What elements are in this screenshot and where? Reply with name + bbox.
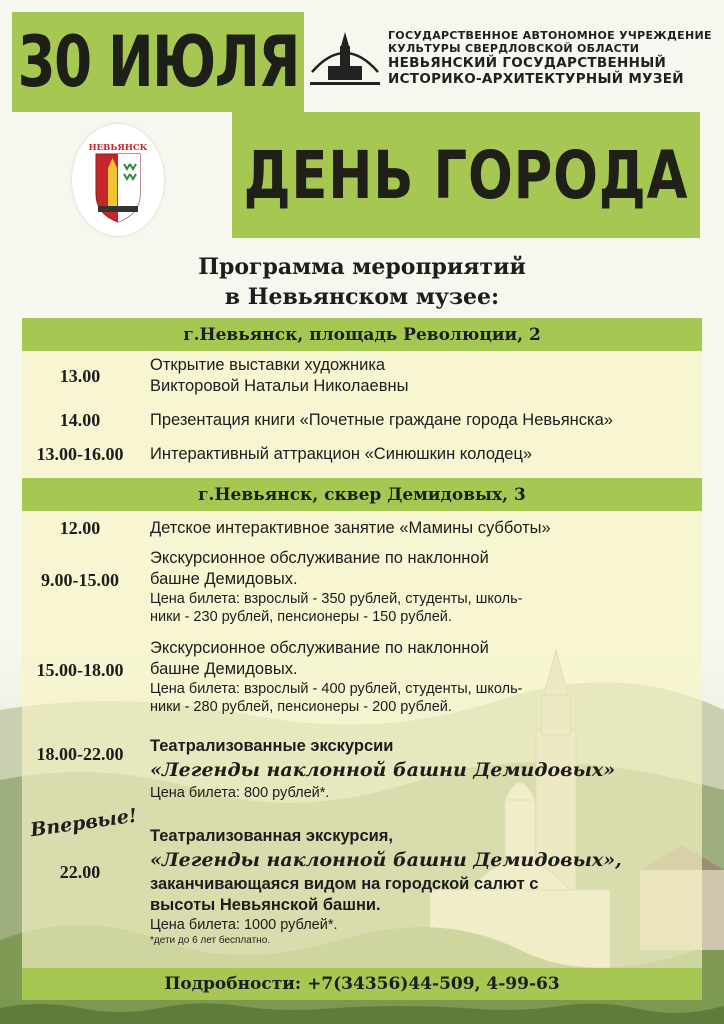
event-description <box>150 638 710 716</box>
event-time: 14.00 <box>59 410 101 430</box>
event-time: 12.00 <box>59 518 101 538</box>
title-banner <box>232 112 700 238</box>
event-description <box>150 444 710 465</box>
museum-line-3: НЕВЬЯНСКИЙ ГОСУДАРСТВЕННЫЙ <box>388 55 667 71</box>
event-heading: Театрализованная экскурсия, <box>150 827 394 845</box>
venue-header-demidov-square: г.Невьянск, сквер Демидовых, 3 <box>22 478 702 511</box>
event-line: Экскурсионное обслуживание по наклонной <box>150 549 489 567</box>
event-description <box>150 826 710 947</box>
event-time: 22.00 <box>59 862 101 882</box>
event-price: Цена билета: 800 рублей*. <box>150 785 330 801</box>
museum-line-1: ГОСУДАРСТВЕННОЕ АВТОНОМНОЕ УЧРЕЖДЕНИЕ <box>388 29 712 42</box>
event-price: Цена билета: взрослый - 350 рублей, студенты, школь- <box>150 591 523 607</box>
date-text: 30 ИЮЛЯ <box>17 21 299 103</box>
event-line: заканчивающаяся видом на городской салют с <box>150 875 539 893</box>
city-coat-of-arms-icon <box>72 124 164 236</box>
event-price: ники - 230 рублей, пенсионеры - 150 рублей. <box>150 609 452 625</box>
emblem-label: НЕВЬЯНСК <box>88 143 148 153</box>
museum-tower-logo-icon <box>308 26 382 90</box>
greenery-strip <box>0 1000 724 1024</box>
event-note: *дети до 6 лет бесплатно. <box>150 935 271 946</box>
event-description <box>150 736 710 802</box>
date-banner <box>12 12 304 112</box>
event-line: Викторовой Натальи Николаевны <box>150 377 409 395</box>
event-description <box>150 410 710 431</box>
museum-line-4: ИСТОРИКО-АРХИТЕКТУРНЫЙ МУЗЕЙ <box>388 71 684 87</box>
event-time: 15.00-18.00 <box>36 660 124 680</box>
event-line: Детское интерактивное занятие «Мамины субботы» <box>150 519 551 537</box>
event-line: Открытие выставки художника <box>150 356 386 374</box>
museum-header <box>308 18 713 98</box>
event-description <box>150 548 710 626</box>
event-legend-title: «Легенды наклонной башни Демидовых» <box>150 759 616 781</box>
page-title: ДЕНЬ ГОРОДА <box>243 136 689 214</box>
event-price: Цена билета: 1000 рублей*. <box>150 917 338 933</box>
event-line: башне Демидовых. <box>150 570 298 588</box>
program-title-line-1: Программа мероприятий <box>198 254 526 280</box>
event-line: высоты Невьянской башни. <box>150 896 381 914</box>
event-time: 13.00-16.00 <box>36 444 124 464</box>
event-description <box>150 518 710 539</box>
contact-footer: Подробности: +7(34356)44-509, 4-99-63 <box>22 968 702 1000</box>
event-time: 18.00-22.00 <box>36 744 124 764</box>
event-line: Интерактивный аттракцион «Синюшкин колодец» <box>150 445 533 463</box>
event-price: Цена билета: взрослый - 400 рублей, студенты, школь- <box>150 681 523 697</box>
event-line: башне Демидовых. <box>150 660 298 678</box>
event-time: 9.00-15.00 <box>41 570 119 590</box>
first-time-badge: Впервые! <box>28 804 139 842</box>
event-line: Экскурсионное обслуживание по наклонной <box>150 639 489 657</box>
program-title <box>0 252 724 312</box>
city-emblem <box>72 124 164 236</box>
event-price: ники - 280 рублей, пенсионеры - 200 рублей. <box>150 699 452 715</box>
event-time: 13.00 <box>59 366 101 386</box>
event-heading: Театрализованные экскурсии <box>150 737 394 755</box>
program-title-line-2: в Невьянском музее: <box>224 284 500 310</box>
event-legend-title: «Легенды наклонной башни Демидовых», <box>150 849 622 871</box>
museum-line-2: КУЛЬТУРЫ СВЕРДЛОВСКОЙ ОБЛАСТИ <box>388 42 640 55</box>
venue-header-revolution-square: г.Невьянск, площадь Революции, 2 <box>22 318 702 351</box>
event-description <box>150 355 710 397</box>
event-line: Презентация книги «Почетные граждане города Невьянска» <box>150 411 613 429</box>
